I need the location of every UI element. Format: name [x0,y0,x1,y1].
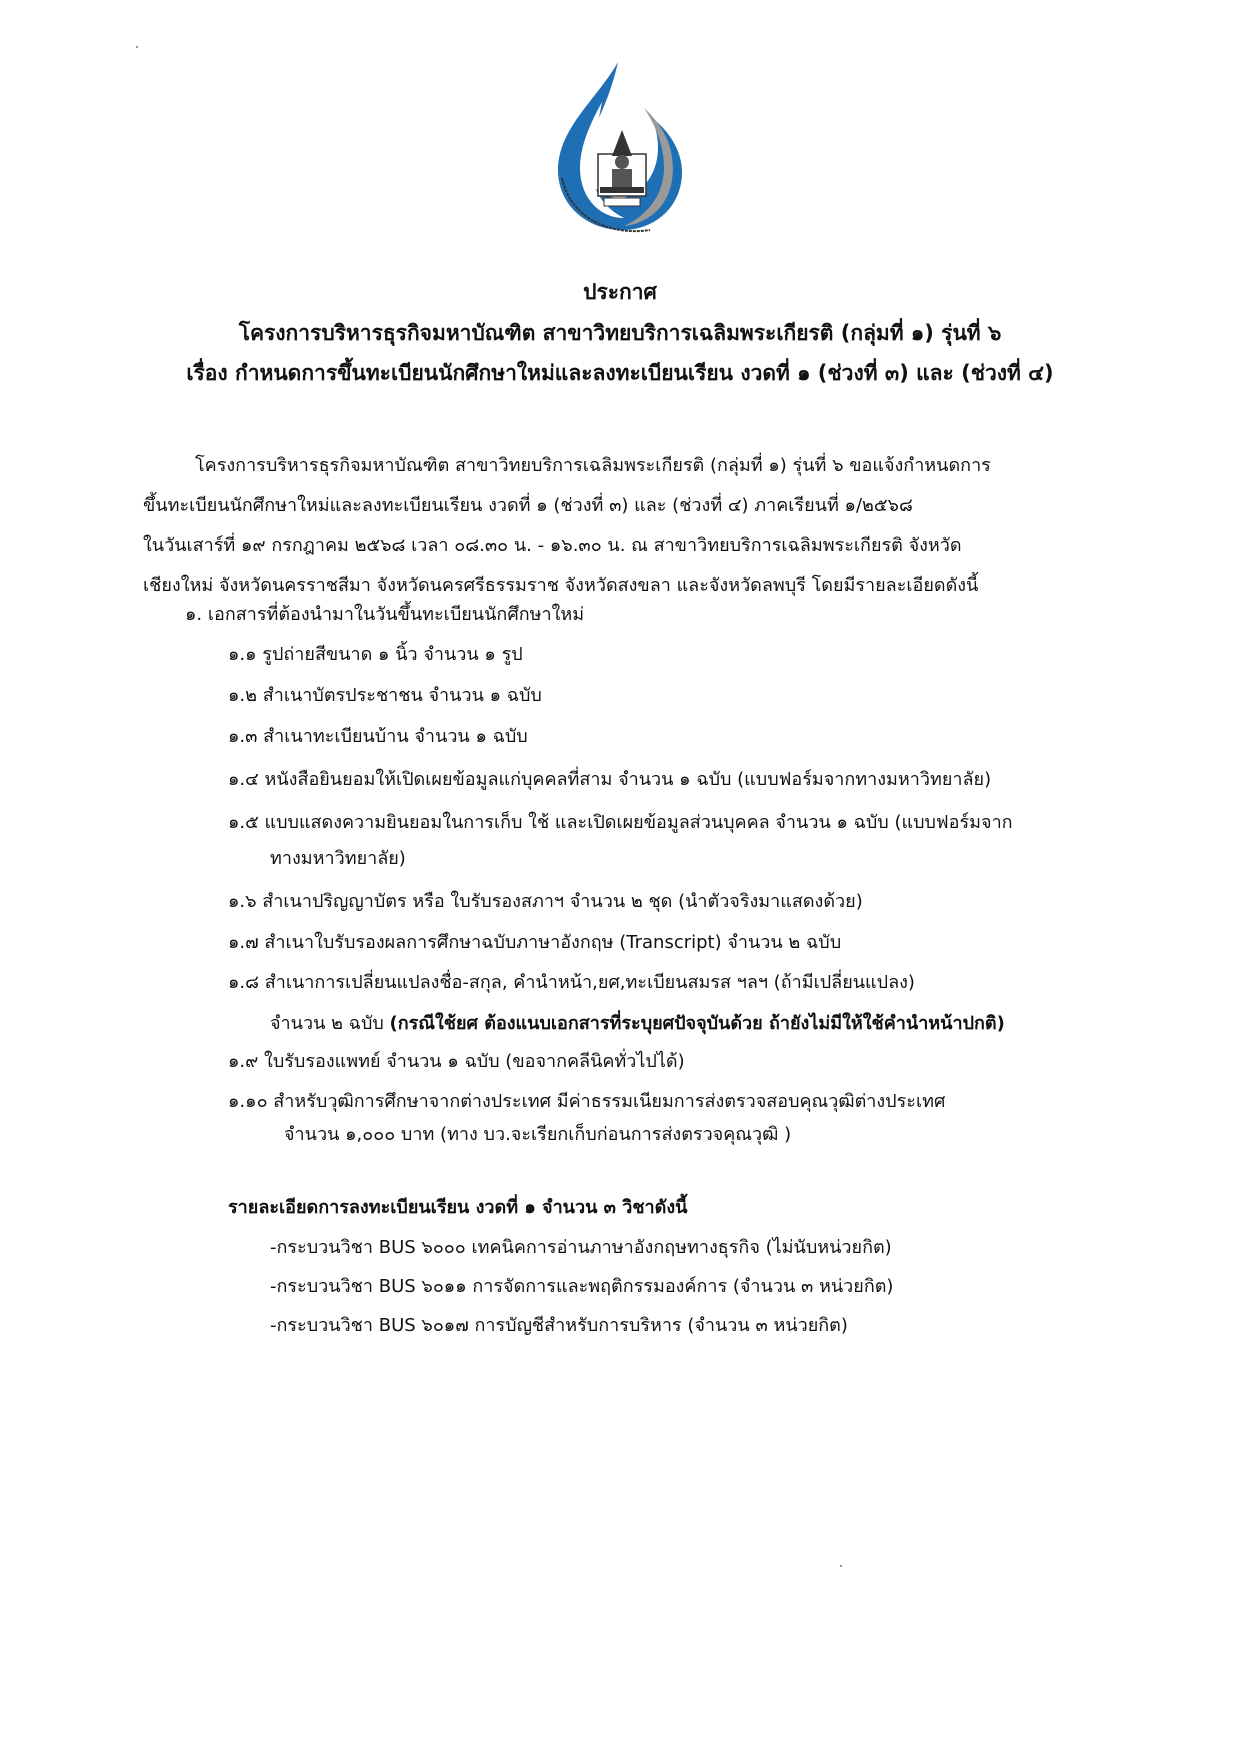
document-item: ๑.๙ ใบรับรองแพทย์ จำนวน ๑ ฉบับ (ขอจากคลีนิคทั่วไปได้) [228,1051,685,1072]
registration-heading: รายละเอียดการลงทะเบียนเรียน งวดที่ ๑ จำนวน ๓ วิชาดังนี้ [228,1197,688,1218]
university-emblem-icon [540,58,700,238]
document-item-continuation: จำนวน ๑,๐๐๐ บาท (ทาง บว.จะเรียกเก็บก่อนการส่งตรวจคุณวุฒิ ) [284,1124,792,1145]
document-item: ๑.๖ สำเนาปริญญาบัตร หรือ ใบรับรองสภาฯ จำนวน ๒ ชุด (นำตัวจริงมาแสดงด้วย) [228,891,863,912]
intro-paragraph [143,446,1128,606]
document-item-continuation [270,1011,1005,1037]
course-item: -กระบวนวิชา BUS ๖๐๑๑ การจัดการและพฤติกรรมองค์การ (จำนวน ๓ หน่วยกิต) [270,1276,894,1297]
document-item: ๑.๓ สำเนาทะเบียนบ้าน จำนวน ๑ ฉบับ [228,726,528,747]
document-item: ๑.๗ สำเนาใบรับรองผลการศึกษาฉบับภาษาอังกฤษ (Transcript) จำนวน ๒ ฉบับ [228,932,842,953]
document-item-note: (กรณีใช้ยศ ต้องแนบเอกสารที่ระบุยศปัจจุบันด้วย ถ้ายังไม่มีให้ใช้คำนำหน้าปกติ) [389,1013,1005,1034]
announcement-program-line: โครงการบริหารธุรกิจมหาบัณฑิต สาขาวิทยบริการเฉลิมพระเกียรติ (กลุ่มที่ ๑) รุ่นที่ ๖ [238,321,1002,345]
announcement-heading: ประกาศ [583,280,657,304]
course-item: -กระบวนวิชา BUS ๖๐๑๗ การบัญชีสำหรับการบริหาร (จำนวน ๓ หน่วยกิต) [270,1315,848,1336]
intro-line: เชียงใหม่ จังหวัดนครราชสีมา จังหวัดนครศรีธรรมราช จังหวัดสงขลา และจังหวัดลพบุรี โดยมีรายละเอียดดังนี้ [143,575,979,596]
document-item: ๑.๒ สำเนาบัตรประชาชน จำนวน ๑ ฉบับ [228,685,542,706]
document-item: ๑.๑๐ สำหรับวุฒิการศึกษาจากต่างประเทศ มีค่าธรรมเนียมการส่งตรวจสอบคุณวุฒิต่างประเทศ [228,1091,946,1112]
scan-speck [840,1565,842,1567]
intro-line: ขึ้นทะเบียนนักศึกษาใหม่และลงทะเบียนเรียน งวดที่ ๑ (ช่วงที่ ๓) และ (ช่วงที่ ๔) ภาคเรียนที่ ๑/๒๕๖๘ [143,495,913,516]
announcement-subject-line: เรื่อง กำหนดการขึ้นทะเบียนนักศึกษาใหม่และลงทะเบียนเรียน งวดที่ ๑ (ช่วงที่ ๓) และ (ช่วงที่ ๔) [186,361,1054,385]
document-item-continuation: ทางมหาวิทยาลัย) [270,848,406,869]
document-item: ๑.๘ สำเนาการเปลี่ยนแปลงชื่อ-สกุล, คำนำหน้า,ยศ,ทะเบียนสมรส ฯลฯ (ถ้ามีเปลี่ยนแปลง) [228,972,915,993]
documents-heading: ๑. เอกสารที่ต้องนำมาในวันขึ้นทะเบียนนักศึกษาใหม่ [185,604,585,625]
course-item: -กระบวนวิชา BUS ๖๐๐๐ เทคนิคการอ่านภาษาอังกฤษทางธุรกิจ (ไม่นับหน่วยกิต) [270,1237,892,1258]
intro-line: ในวันเสาร์ที่ ๑๙ กรกฎาคม ๒๕๖๘ เวลา ๐๘.๓๐ น. - ๑๖.๓๐ น. ณ สาขาวิทยบริการเฉลิมพระเกียรติ จังหวัด [143,535,962,556]
intro-line: โครงการบริหารธุรกิจมหาบัณฑิต สาขาวิทยบริการเฉลิมพระเกียรติ (กลุ่มที่ ๑) รุ่นที่ ๖ ขอแจ้งกำหนดการ [195,455,991,476]
document-item: ๑.๔ หนังสือยินยอมให้เปิดเผยข้อมูลแก่บุคคลที่สาม จำนวน ๑ ฉบับ (แบบฟอร์มจากทางมหาวิทยาลัย) [228,769,992,790]
document-item-count: จำนวน ๒ ฉบับ [270,1013,390,1034]
document-item: ๑.๑ รูปถ่ายสีขนาด ๑ นิ้ว จำนวน ๑ รูป [228,644,523,665]
document-item: ๑.๕ แบบแสดงความยินยอมในการเก็บ ใช้ และเปิดเผยข้อมูลส่วนบุคคล จำนวน ๑ ฉบับ (แบบฟอร์มจาก [228,812,1013,833]
scan-speck [136,46,138,48]
